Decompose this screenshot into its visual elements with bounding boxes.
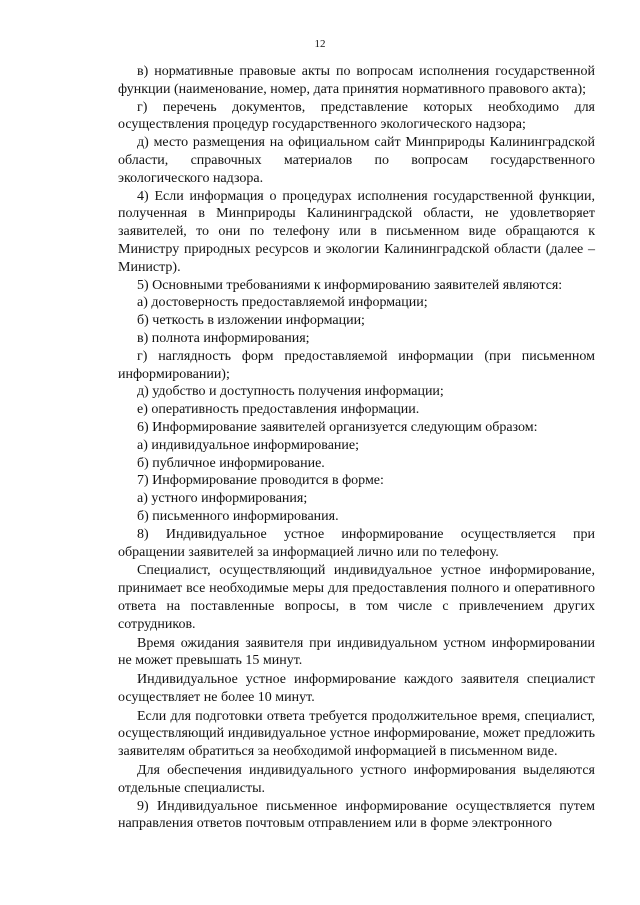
list-item: е) оперативность предоставления информации. [137,402,420,418]
page-number: 12 [314,38,326,50]
paragraph-duration: Индивидуальное устное информирование каждого заявителя специалист осуществляет не более 10 минут. [118,672,595,705]
list-item: б) публичное информирование. [137,455,325,471]
list-item: а) индивидуальное информирование; [137,437,360,453]
paragraph-9-written-informing: 9) Индивидуальное письменное информирование осуществляется путем направления ответов почтовым отправлением или в форме электронного [118,798,595,832]
list-item: г) наглядность форм предоставляемой информации (при письменном информировании); [118,348,595,382]
paragraph-6-organization: 6) Информирование заявителей организуется следующим образом: [137,419,538,435]
paragraph-specialist: Специалист, осуществляющий индивидуальное устное информирование, принимает все необходимые меры для предоставления полного и оперативного ответа на поставленные вопросы, в том числе с привлечением других сотрудников. [118,563,595,632]
paragraph-long-answer: Если для подготовки ответа требуется продолжительное время, специалист, осуществляющий индивидуальное устное информирование, может предложить заявителям обратиться за необходимой информацией в письменном виде. [118,708,595,760]
document-body [118,63,595,833]
list-item: б) письменного информирования. [137,508,339,524]
paragraph-v-normative-acts: в) нормативные правовые акты по вопросам исполнения государственной функции (наименование, номер, дата принятия нормативного правового акта); [118,64,595,97]
list-item: б) четкость в изложении информации; [137,313,365,329]
list-item: а) достоверность предоставляемой информации; [137,295,428,311]
list-item: а) устного информирования; [137,491,308,507]
paragraph-8-oral-informing: 8) Индивидуальное устное информирование осуществляется при обращении заявителей за информацией лично или по телефону. [118,526,595,560]
paragraph-waiting-time: Время ожидания заявителя при индивидуальном устном информировании не может превышать 15 минут. [118,635,595,669]
list-item: д) удобство и доступность получения информации; [137,384,444,400]
paragraph-d-site-placement: д) место размещения на официальном сайт Минприроды Калининградской области, справочных материалов по вопросам государственного экологического надзора. [118,135,595,186]
paragraph-dedicated-specialists: Для обеспечения индивидуального устного информирования выделяются отдельные специалисты. [118,763,595,796]
paragraph-7-form: 7) Информирование проводится в форме: [137,473,384,489]
paragraph-4-minister-appeal: 4) Если информация о процедурах исполнения государственной функции, полученная в Минприроды Калининградской области, не удовлетворяет заявителей, то они по телефону или в письменном виде обращаются к Министру природных ресурсов и экологии Калининградской области (далее – Министр). [118,188,595,275]
paragraph-5-requirements: 5) Основными требованиями к информированию заявителей являются: [137,277,563,293]
list-item: в) полнота информирования; [137,330,310,346]
paragraph-g-documents-list: г) перечень документов, представление которых необходимо для осуществления процедур государственного экологического надзора; [118,99,595,133]
